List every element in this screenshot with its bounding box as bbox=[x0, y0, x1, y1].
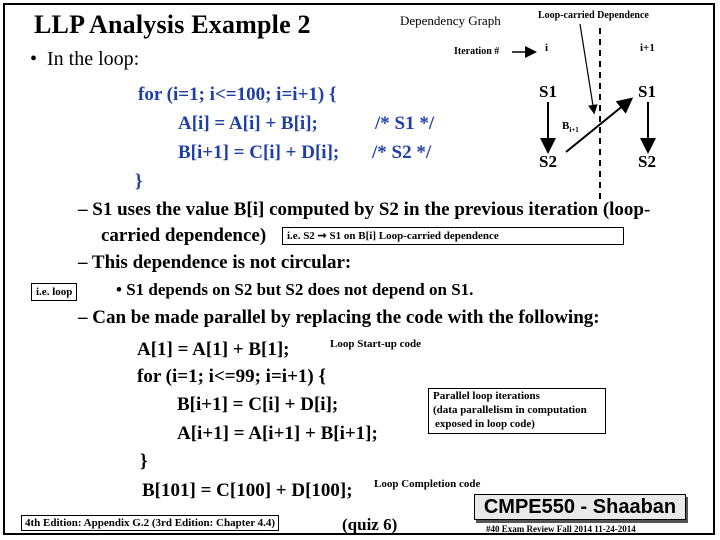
graph-edge-label-sub: i+1 bbox=[569, 126, 579, 135]
bullet-dot: • bbox=[30, 48, 48, 70]
graph-edge-label-b: B bbox=[562, 120, 570, 132]
code2-line6: B[101] = C[100] + D[100]; bbox=[142, 480, 353, 501]
footer-info: #40 Exam Review Fall 2014 11-24-2014 bbox=[486, 524, 636, 534]
code2-line4: A[i+1] = A[i+1] + B[i+1]; bbox=[177, 423, 378, 444]
graph-title: Dependency Graph bbox=[400, 13, 501, 28]
note-completion: Loop Completion code bbox=[374, 478, 481, 490]
sub-point-2-bullet: • S1 depends on S2 but S2 does not depend on S1. bbox=[116, 280, 474, 299]
code2-line5: } bbox=[140, 451, 148, 472]
code1-stmt2: B[i+1] = C[i] + D[i]; bbox=[178, 142, 340, 163]
graph-node-s2-i: S2 bbox=[539, 152, 557, 171]
note-parallel-line1: Parallel loop iterations bbox=[433, 390, 540, 402]
sub-point-3: – Can be made parallel by replacing the code with the following: bbox=[78, 307, 600, 328]
code1-close-brace: } bbox=[135, 171, 143, 192]
graph-iteration-label: Iteration # bbox=[454, 46, 500, 57]
code2-line3: B[i+1] = C[i] + D[i]; bbox=[177, 394, 339, 415]
code2-line2: for (i=1; i<=99; i=i+1) { bbox=[137, 366, 326, 387]
ie-loop-label: i.e. loop bbox=[31, 283, 77, 301]
note-parallel-line2: (data parallelism in computation bbox=[433, 404, 587, 416]
code1-comment-s2: /* S2 */ bbox=[372, 142, 432, 163]
graph-node-s1-i: S1 bbox=[539, 82, 557, 101]
graph-node-s2-i1: S2 bbox=[638, 152, 656, 171]
dependence-inline-box: i.e. S2 ➞ S1 on B[i] Loop-carried dependence bbox=[282, 227, 624, 245]
code2-line1: A[1] = A[1] + B[1]; bbox=[137, 339, 290, 360]
note-startup: Loop Start-up code bbox=[330, 338, 422, 350]
graph-node-s1-i1: S1 bbox=[638, 82, 656, 101]
code1-comment-s1: /* S1 */ bbox=[375, 113, 435, 134]
slide-title: LLP Analysis Example 2 bbox=[34, 10, 311, 39]
bullet-in-loop-text: In the loop: bbox=[47, 48, 140, 70]
sub-point-1-line1: – S1 uses the value B[i] computed by S2 in the previous iteration (loop- bbox=[78, 199, 651, 220]
graph-loop-carried-label: Loop-carried Dependence bbox=[538, 10, 649, 21]
note-parallel-line3: exposed in loop code) bbox=[435, 418, 535, 430]
sub-point-2: – This dependence is not circular: bbox=[78, 252, 352, 273]
code1-for-head: for (i=1; i<=100; i=i+1) { bbox=[138, 84, 337, 105]
graph-col-i: i bbox=[545, 42, 549, 54]
graph-edge-label bbox=[562, 120, 579, 134]
graph-col-i1: i+1 bbox=[640, 42, 655, 54]
sub-point-1-line2: carried dependence) bbox=[101, 225, 267, 246]
footer-quiz: (quiz 6) bbox=[342, 515, 398, 534]
footer-edition: 4th Edition: Appendix G.2 (3rd Edition: Chapter 4.4) bbox=[21, 515, 279, 531]
footer-course-box: CMPE550 - Shaaban bbox=[474, 494, 686, 520]
loop-carried-pointer bbox=[580, 24, 594, 112]
code1-stmt1: A[i] = A[i] + B[i]; bbox=[178, 113, 318, 134]
